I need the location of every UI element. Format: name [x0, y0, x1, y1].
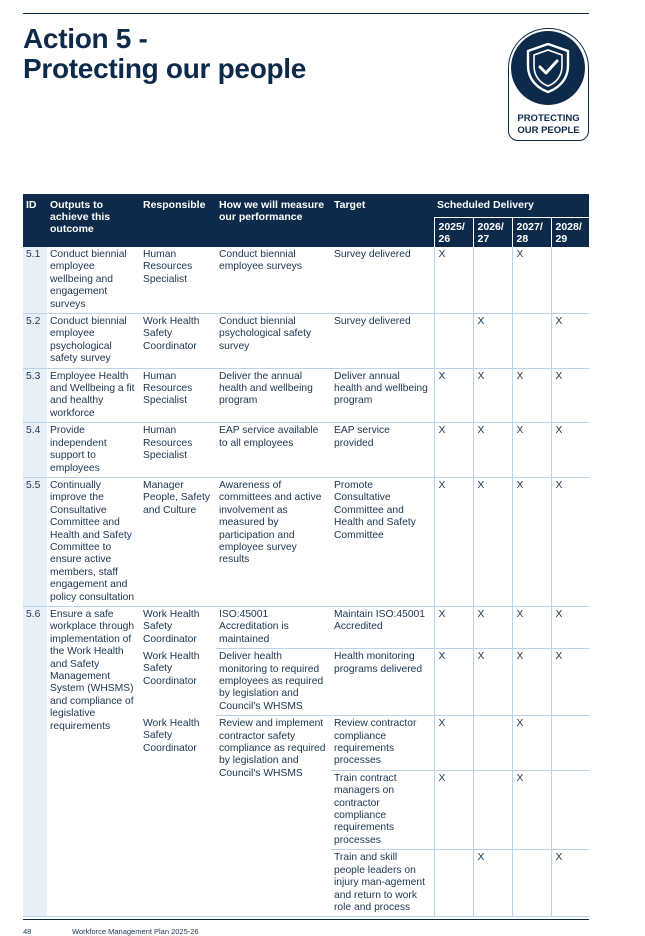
row-output: Conduct biennial employee psychological safety survey	[47, 314, 140, 369]
table-row	[23, 314, 589, 369]
row-id: 5.6	[23, 606, 47, 916]
row-target: Deliver annual health and wellbeing program	[331, 368, 434, 423]
row-measure: ISO:45001 Accreditation is maintained	[216, 606, 331, 648]
delivery-mark: X	[434, 770, 473, 849]
header-measure: How we will measure our performance	[216, 194, 331, 247]
row-target: Health monitoring programs delivered	[331, 649, 434, 716]
delivery-mark: X	[434, 247, 473, 314]
delivery-mark: X	[551, 314, 589, 369]
delivery-mark: X	[473, 649, 512, 716]
row-measure: Awareness of committees and active involvement as measured by participation and employee survey results	[216, 477, 331, 606]
row-id: 5.5	[23, 477, 47, 606]
delivery-mark	[473, 770, 512, 849]
row-output: Employee Health and Wellbeing a fit and healthy workforce	[47, 368, 140, 423]
header-year: 2025/ 26	[434, 218, 473, 248]
delivery-mark	[434, 850, 473, 917]
header-target: Target	[331, 194, 434, 247]
action-plan-table	[23, 194, 589, 917]
delivery-mark: X	[551, 649, 589, 716]
delivery-mark: X	[434, 716, 473, 771]
delivery-mark	[551, 770, 589, 849]
row-measure: Deliver health monitoring to required employees as required by legislation and Council's WHSMS	[216, 649, 331, 716]
badge-label	[509, 113, 588, 137]
delivery-mark: X	[512, 649, 551, 716]
row-responsible: Work Health Safety Coordinator	[140, 716, 216, 917]
row-target: EAP service provided	[331, 423, 434, 478]
delivery-mark: X	[512, 247, 551, 314]
delivery-mark: X	[512, 368, 551, 423]
row-responsible: Human Resources Specialist	[140, 368, 216, 423]
row-responsible: Work Health Safety Coordinator	[143, 650, 200, 687]
table-row	[23, 423, 589, 478]
row-output: Ensure a safe workplace through implementation of the Work Health and Safety Management System (WHSMS) and compliance of legislative requirements	[47, 606, 140, 916]
row-measure: EAP service available to all employees	[216, 423, 331, 478]
row-target: Maintain ISO:45001 Accredited	[331, 606, 434, 648]
row-measure: Deliver the annual health and wellbeing program	[216, 368, 331, 423]
delivery-mark	[551, 247, 589, 314]
row-target: Train and skill people leaders on injury man-agement and return to work role and process	[331, 850, 434, 917]
header-responsible: Responsible	[140, 194, 216, 247]
delivery-mark: X	[434, 649, 473, 716]
table-row	[23, 477, 589, 606]
row-id: 5.2	[23, 314, 47, 369]
delivery-mark: X	[551, 850, 589, 917]
header-id: ID	[23, 194, 47, 247]
badge-label-line-2: OUR PEOPLE	[517, 125, 580, 136]
row-id: 5.4	[23, 423, 47, 478]
delivery-mark: X	[473, 368, 512, 423]
row-responsible: Work Health Safety Coordinator	[143, 608, 200, 645]
header-row	[23, 194, 589, 218]
delivery-mark: X	[512, 423, 551, 478]
row-output: Continually improve the Consultative Committee and Health and Safety Committee to ensure active members, staff engagement and policy consultation	[47, 477, 140, 606]
delivery-mark: X	[512, 770, 551, 849]
row-responsible: Manager People, Safety and Culture	[140, 477, 216, 606]
table-row	[23, 368, 589, 423]
footer-rule	[23, 919, 589, 920]
page-title	[23, 24, 306, 84]
protecting-our-people-badge	[508, 28, 589, 141]
title-line-2: Protecting our people	[23, 53, 307, 84]
row-id: 5.1	[23, 247, 47, 314]
row-target: Survey delivered	[331, 314, 434, 369]
header-year: 2027/ 28	[512, 218, 551, 248]
badge-disc	[511, 31, 585, 105]
delivery-mark: X	[473, 850, 512, 917]
delivery-mark	[434, 314, 473, 369]
row-responsible: Human Resources Specialist	[140, 423, 216, 478]
document-title: Workforce Management Plan 2025-26	[72, 927, 199, 936]
delivery-mark: X	[512, 716, 551, 771]
header-outputs: Outputs to achieve this outcome	[47, 194, 140, 247]
delivery-mark: X	[473, 314, 512, 369]
delivery-mark: X	[512, 477, 551, 606]
delivery-mark: X	[512, 606, 551, 648]
row-output: Conduct biennial employee wellbeing and engagement surveys	[47, 247, 140, 314]
delivery-mark	[512, 314, 551, 369]
delivery-mark: X	[551, 368, 589, 423]
row-measure: Conduct biennial employee surveys	[216, 247, 331, 314]
delivery-mark	[512, 850, 551, 917]
delivery-mark: X	[473, 477, 512, 606]
delivery-mark: X	[551, 606, 589, 648]
delivery-mark	[473, 716, 512, 771]
row-id: 5.3	[23, 368, 47, 423]
header-year: 2026/ 27	[473, 218, 512, 248]
header-year: 2028/ 29	[551, 218, 589, 248]
delivery-mark: X	[473, 423, 512, 478]
row-measure: Review and implement contractor safety compliance as required by legislation and Council's WHSMS	[216, 716, 331, 917]
delivery-mark: X	[434, 368, 473, 423]
table-row	[23, 606, 589, 648]
row-responsible: Work Health Safety Coordinator	[140, 314, 216, 369]
header-scheduled-delivery: Scheduled Delivery	[434, 194, 589, 218]
row-responsible: Human Resources Specialist	[140, 247, 216, 314]
row-target: Train contract managers on contractor compliance requirements processes	[331, 770, 434, 849]
row-target: Review contractor compliance requirements processes	[331, 716, 434, 771]
row-target: Promote Consultative Committee and Health and Safety Committee	[331, 477, 434, 606]
delivery-mark: X	[434, 477, 473, 606]
shield-check-icon	[525, 42, 571, 94]
delivery-mark: X	[473, 606, 512, 648]
page-number: 48	[23, 927, 32, 936]
delivery-mark	[551, 716, 589, 771]
top-rule	[23, 13, 589, 14]
delivery-mark: X	[434, 423, 473, 478]
table-row	[23, 247, 589, 314]
row-measure: Conduct biennial psychological safety survey	[216, 314, 331, 369]
delivery-mark: X	[551, 477, 589, 606]
delivery-mark	[473, 247, 512, 314]
row-target: Survey delivered	[331, 247, 434, 314]
badge-label-line-1: PROTECTING	[517, 113, 580, 124]
title-line-1: Action 5 -	[23, 23, 148, 54]
row-output: Provide independent support to employees	[47, 423, 140, 478]
delivery-mark: X	[551, 423, 589, 478]
delivery-mark: X	[434, 606, 473, 648]
